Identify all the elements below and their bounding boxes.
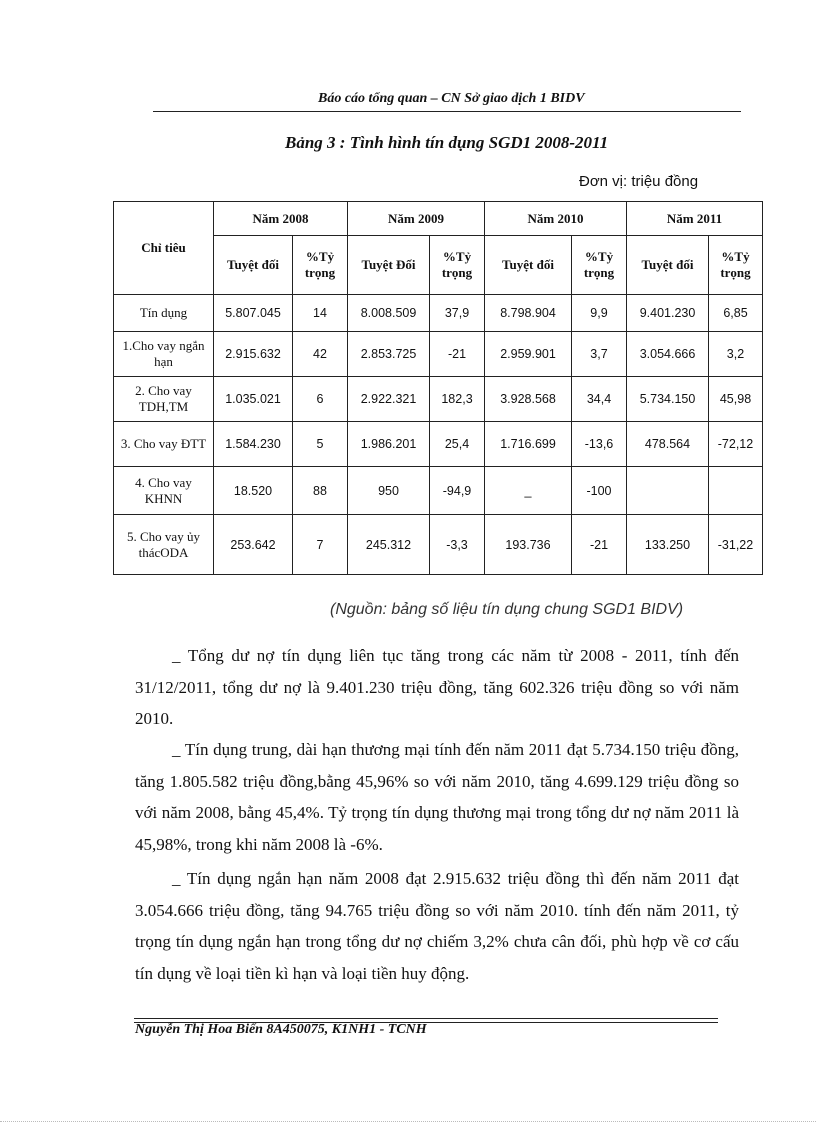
cell-absolute: 133.250 bbox=[627, 515, 709, 575]
cell-share: 6,85 bbox=[709, 295, 763, 332]
cell-absolute: 1.716.699 bbox=[485, 422, 572, 467]
cell-absolute: 950 bbox=[348, 467, 430, 515]
cell-absolute: 8.008.509 bbox=[348, 295, 430, 332]
cell-share: 25,4 bbox=[430, 422, 485, 467]
header-year-2011: Năm 2011 bbox=[627, 202, 763, 236]
cell-share: 182,3 bbox=[430, 377, 485, 422]
row-label: 5. Cho vay ủy thácODA bbox=[114, 515, 214, 575]
cell-absolute: 9.401.230 bbox=[627, 295, 709, 332]
cell-share: 34,4 bbox=[572, 377, 627, 422]
cell-share: 9,9 bbox=[572, 295, 627, 332]
table-row bbox=[114, 377, 763, 422]
cell-absolute: 3.928.568 bbox=[485, 377, 572, 422]
header-year-2009: Năm 2009 bbox=[348, 202, 485, 236]
cell-share: -21 bbox=[430, 332, 485, 377]
subheader-share: %Tỷ trọng bbox=[709, 236, 763, 295]
row-label: 2. Cho vay TDH,TM bbox=[114, 377, 214, 422]
subheader-share: %Tỷ trọng bbox=[572, 236, 627, 295]
table-row bbox=[114, 332, 763, 377]
page-edge bbox=[0, 1121, 816, 1122]
table-body bbox=[114, 295, 763, 575]
header-year-2008: Năm 2008 bbox=[214, 202, 348, 236]
cell-absolute: 5.807.045 bbox=[214, 295, 293, 332]
table-title: Bảng 3 : Tình hình tín dụng SGD1 2008-2011 bbox=[285, 133, 609, 152]
cell-share: -21 bbox=[572, 515, 627, 575]
cell-share: 3,2 bbox=[709, 332, 763, 377]
table-row bbox=[114, 467, 763, 515]
table-row bbox=[114, 422, 763, 467]
row-label: 1.Cho vay ngắn hạn bbox=[114, 332, 214, 377]
unit-label: Đơn vị: triệu đồng bbox=[579, 173, 699, 190]
cell-share: 45,98 bbox=[709, 377, 763, 422]
row-label: Tín dụng bbox=[114, 295, 214, 332]
header-indicator: Chỉ tiêu bbox=[114, 202, 214, 295]
cell-share: 5 bbox=[293, 422, 348, 467]
table-row bbox=[114, 295, 763, 332]
cell-share: -100 bbox=[572, 467, 627, 515]
cell-share: 6 bbox=[293, 377, 348, 422]
source-note: (Nguồn: bảng số liệu tín dụng chung SGD1 BIDV) bbox=[330, 601, 684, 618]
page-footer: Nguyễn Thị Hoa Biển 8A450075, K1NH1 - TCNH bbox=[135, 1022, 427, 1037]
cell-absolute: 2.915.632 bbox=[214, 332, 293, 377]
subheader-share: %Tỷ trọng bbox=[430, 236, 485, 295]
cell-share: 7 bbox=[293, 515, 348, 575]
paragraph-medium-long-term: _ Tín dụng trung, dài hạn thương mại tính đến năm 2011 đạt 5.734.150 triệu đồng, tăng 1.805.582 triệu đồng,bằng 45,96% so với năm 2010, tăng 4.699.129 triệu đồng so với năm 2008, bằng 45,4%. Tỷ trọng tín dụng thương mại trong tổng dư nợ năm 2011 là 45,98%, trong khi năm 2008 là -6%. bbox=[135, 740, 739, 854]
table-row bbox=[114, 515, 763, 575]
subheader-share: %Tỷ trọng bbox=[293, 236, 348, 295]
page-header: Báo cáo tổng quan – CN Sở giao dịch 1 BIDV bbox=[318, 91, 585, 106]
cell-absolute: 3.054.666 bbox=[627, 332, 709, 377]
paragraph-short-term: _ Tín dụng ngắn hạn năm 2008 đạt 2.915.632 triệu đồng thì đến năm 2011 đạt 3.054.666 triệu đồng, tăng 94.765 triệu đồng so với năm 2010. tính đến năm 2011, tỷ trọng tín dụng ngắn hạn trong tổng dư nợ chiếm 3,2% chưa cân đối, phù hợp về cơ cấu tín dụng về loại tiền kì hạn và loại tiền huy động. bbox=[135, 869, 739, 983]
paragraph-total-credit: _ Tổng dư nợ tín dụng liên tục tăng trong các năm từ 2008 - 2011, tính đến 31/12/2011, tổng dư nợ là 9.401.230 triệu đồng, tăng 602.326 triệu đồng so với năm 2010. bbox=[135, 646, 739, 728]
cell-absolute: 5.734.150 bbox=[627, 377, 709, 422]
footer-divider bbox=[134, 1018, 718, 1019]
row-label: 3. Cho vay ĐTT bbox=[114, 422, 214, 467]
credit-table bbox=[113, 201, 763, 575]
cell-absolute bbox=[627, 467, 709, 515]
cell-share: -72,12 bbox=[709, 422, 763, 467]
cell-absolute: 1.986.201 bbox=[348, 422, 430, 467]
cell-share: -94,9 bbox=[430, 467, 485, 515]
cell-absolute: 245.312 bbox=[348, 515, 430, 575]
cell-share: -3,3 bbox=[430, 515, 485, 575]
row-label: 4. Cho vay KHNN bbox=[114, 467, 214, 515]
cell-absolute: 1.035.021 bbox=[214, 377, 293, 422]
cell-absolute: 478.564 bbox=[627, 422, 709, 467]
cell-share: -31,22 bbox=[709, 515, 763, 575]
header-year-2010: Năm 2010 bbox=[485, 202, 627, 236]
cell-absolute: _ bbox=[485, 467, 572, 515]
header-divider bbox=[153, 111, 741, 112]
cell-absolute: 193.736 bbox=[485, 515, 572, 575]
cell-share: 37,9 bbox=[430, 295, 485, 332]
cell-share: 3,7 bbox=[572, 332, 627, 377]
cell-share: -13,6 bbox=[572, 422, 627, 467]
cell-absolute: 2.922.321 bbox=[348, 377, 430, 422]
subheader-absolute: Tuyệt đối bbox=[214, 236, 293, 295]
cell-absolute: 18.520 bbox=[214, 467, 293, 515]
cell-share: 88 bbox=[293, 467, 348, 515]
subheader-absolute: Tuyệt đối bbox=[627, 236, 709, 295]
cell-share: 14 bbox=[293, 295, 348, 332]
cell-share bbox=[709, 467, 763, 515]
cell-share: 42 bbox=[293, 332, 348, 377]
cell-absolute: 253.642 bbox=[214, 515, 293, 575]
cell-absolute: 2.853.725 bbox=[348, 332, 430, 377]
subheader-absolute: Tuyệt Đối bbox=[348, 236, 430, 295]
cell-absolute: 1.584.230 bbox=[214, 422, 293, 467]
subheader-absolute: Tuyệt đối bbox=[485, 236, 572, 295]
cell-absolute: 8.798.904 bbox=[485, 295, 572, 332]
cell-absolute: 2.959.901 bbox=[485, 332, 572, 377]
